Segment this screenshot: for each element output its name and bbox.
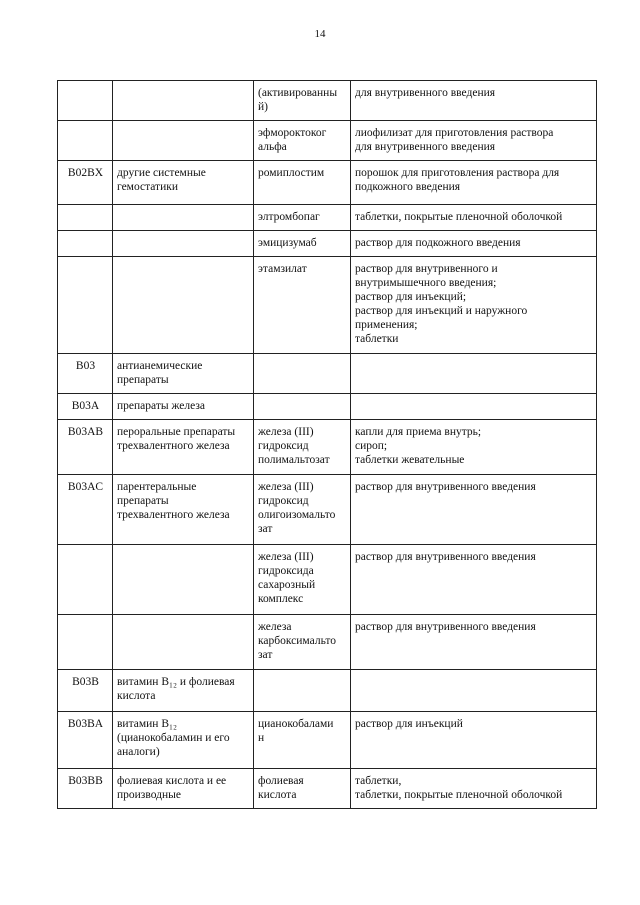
- drug-line: кислота: [258, 789, 297, 801]
- group-cell: [113, 354, 254, 394]
- drug-cell: [254, 712, 351, 769]
- drug-line: железа (III): [258, 551, 314, 563]
- group-cell: [113, 205, 254, 231]
- form-cell: [351, 615, 597, 670]
- atc-code-cell: [58, 121, 113, 161]
- atc-code-cell: [58, 394, 113, 420]
- drug-line: железа: [258, 621, 292, 633]
- table-row: [58, 81, 597, 121]
- drug-cell: [254, 475, 351, 545]
- drug-line: гидроксид: [258, 495, 309, 507]
- group-cell: [113, 420, 254, 475]
- drug-line: фолиевая: [258, 775, 304, 787]
- drug-line: комплекс: [258, 593, 304, 605]
- atc-code-cell: [58, 769, 113, 809]
- form-cell: [351, 257, 597, 354]
- form-cell: [351, 769, 597, 809]
- form-line: раствор для внутривенного введения: [355, 481, 536, 493]
- group-cell: [113, 670, 254, 712]
- form-line: применения;: [355, 319, 418, 331]
- group-line: (цианокобаламин и его: [117, 732, 230, 744]
- atc-code-cell: [58, 670, 113, 712]
- table-row: [58, 545, 597, 615]
- table-row: [58, 394, 597, 420]
- atc-code-cell: [58, 545, 113, 615]
- drug-cell: [254, 769, 351, 809]
- group-line: аналоги): [117, 746, 160, 758]
- form-line: таблетки,: [355, 775, 402, 787]
- group-line: трехвалентного железа: [117, 509, 230, 521]
- table-row: [58, 670, 597, 712]
- atc-code-cell: [58, 712, 113, 769]
- drug-cell: [254, 354, 351, 394]
- form-cell: [351, 394, 597, 420]
- atc-code-cell: [58, 354, 113, 394]
- group-cell: [113, 161, 254, 205]
- atc-code-cell: [58, 615, 113, 670]
- atc-code: B03AB: [67, 426, 104, 438]
- form-line: таблетки, покрытые пленочной оболочкой: [355, 789, 563, 801]
- atc-code-cell: [58, 81, 113, 121]
- drug-line: альфа: [258, 141, 287, 153]
- group-line: препараты: [117, 495, 169, 507]
- form-cell: [351, 231, 597, 257]
- group-line: пероральные препараты: [117, 426, 236, 438]
- form-line: раствор для внутривенного введения: [355, 551, 536, 563]
- atc-code-cell: [58, 420, 113, 475]
- form-cell: [351, 420, 597, 475]
- drug-line: гидроксид: [258, 440, 309, 452]
- form-line: лиофилизат для приготовления раствора: [355, 127, 554, 139]
- group-cell: [113, 81, 254, 121]
- drug-cell: [254, 205, 351, 231]
- form-line: капли для приема внутрь;: [355, 426, 482, 438]
- drug-line: (активированны: [258, 87, 338, 99]
- drug-line: цианокобалами: [258, 718, 334, 730]
- drug-cell: [254, 545, 351, 615]
- atc-code: B03A: [71, 400, 100, 412]
- drug-line: эфмороктоког: [258, 127, 327, 139]
- form-line: подкожного введения: [355, 181, 461, 193]
- drug-line: элтромбопаг: [258, 211, 320, 223]
- form-line: раствор для инъекций и наружного: [355, 305, 528, 317]
- form-cell: [351, 545, 597, 615]
- group-cell: [113, 545, 254, 615]
- form-line: для внутривенного введения: [355, 141, 496, 153]
- group-cell: [113, 394, 254, 420]
- form-line: раствор для подкожного введения: [355, 237, 521, 249]
- form-cell: [351, 670, 597, 712]
- group-cell: [113, 257, 254, 354]
- form-cell: [351, 205, 597, 231]
- form-line: таблетки: [355, 333, 399, 345]
- atc-code-cell: [58, 231, 113, 257]
- group-line: антианемические: [117, 360, 203, 372]
- form-cell: [351, 712, 597, 769]
- page-number: 14: [314, 28, 326, 40]
- group-cell: [113, 615, 254, 670]
- table-row: [58, 769, 597, 809]
- atc-code-cell: [58, 475, 113, 545]
- atc-code: B03BA: [67, 718, 104, 730]
- drug-line: зат: [258, 523, 273, 535]
- form-line: таблетки, покрытые пленочной оболочкой: [355, 211, 563, 223]
- table-row: [58, 161, 597, 205]
- drug-cell: [254, 121, 351, 161]
- group-line: парентеральные: [117, 481, 197, 493]
- atc-code: B03BB: [68, 775, 103, 787]
- form-line: раствор для инъекций: [355, 718, 463, 730]
- table-row: [58, 205, 597, 231]
- drug-cell: [254, 420, 351, 475]
- drug-cell: [254, 161, 351, 205]
- group-line: другие системные: [117, 167, 206, 179]
- table-row: [58, 121, 597, 161]
- form-cell: [351, 354, 597, 394]
- drug-cell: [254, 670, 351, 712]
- group-cell: [113, 769, 254, 809]
- drug-line: зат: [258, 649, 273, 661]
- group-cell: [113, 712, 254, 769]
- atc-code-cell: [58, 161, 113, 205]
- group-line: витамин B₁₂ и фолиевая: [117, 676, 235, 688]
- drug-line: сахарозный: [258, 579, 316, 591]
- drug-line: железа (III): [258, 426, 314, 438]
- drug-cell: [254, 394, 351, 420]
- drug-line: н: [258, 732, 265, 744]
- drug-cell: [254, 615, 351, 670]
- form-line: внутримышечного введения;: [355, 277, 497, 289]
- form-cell: [351, 121, 597, 161]
- drug-line: гидроксида: [258, 565, 314, 577]
- form-line: сироп;: [355, 440, 388, 452]
- group-line: кислота: [117, 690, 156, 702]
- form-line: для внутривенного введения: [355, 87, 496, 99]
- group-line: производные: [117, 789, 181, 801]
- form-cell: [351, 81, 597, 121]
- atc-code-cell: [58, 205, 113, 231]
- group-line: фолиевая кислота и ее: [117, 775, 227, 787]
- form-line: раствор для инъекций;: [355, 291, 467, 303]
- drug-table: [57, 80, 597, 809]
- drug-line: олигоизомальто: [258, 509, 336, 521]
- drug-cell: [254, 81, 351, 121]
- drug-line: ромиплостим: [258, 167, 325, 179]
- group-line: витамин B₁₂: [117, 718, 178, 730]
- table-row: [58, 354, 597, 394]
- form-line: порошок для приготовления раствора для: [355, 167, 560, 179]
- drug-line: й): [258, 101, 268, 113]
- form-line: раствор для внутривенного введения: [355, 621, 536, 633]
- group-line: трехвалентного железа: [117, 440, 230, 452]
- group-cell: [113, 475, 254, 545]
- group-line: препараты железа: [117, 400, 205, 412]
- form-cell: [351, 475, 597, 545]
- atc-code: B03AC: [67, 481, 104, 493]
- table-row: [58, 420, 597, 475]
- group-cell: [113, 121, 254, 161]
- atc-code-cell: [58, 257, 113, 354]
- drug-line: этамзилат: [258, 263, 307, 275]
- table-row: [58, 231, 597, 257]
- form-line: раствор для внутривенного и: [355, 263, 498, 275]
- table-row: [58, 615, 597, 670]
- table-row: [58, 257, 597, 354]
- group-line: препараты: [117, 374, 169, 386]
- form-line: таблетки жевательные: [355, 454, 465, 466]
- form-cell: [351, 161, 597, 205]
- drug-line: карбоксимальто: [258, 635, 337, 647]
- drug-cell: [254, 231, 351, 257]
- group-line: гемостатики: [117, 181, 178, 193]
- group-cell: [113, 231, 254, 257]
- atc-code: B03: [75, 360, 96, 372]
- drug-line: эмицизумаб: [258, 237, 317, 249]
- table-row: [58, 712, 597, 769]
- atc-code: B03B: [72, 676, 99, 688]
- table-row: [58, 475, 597, 545]
- drug-cell: [254, 257, 351, 354]
- atc-code: B02BX: [67, 167, 104, 179]
- drug-line: железа (III): [258, 481, 314, 493]
- drug-line: полимальтозат: [258, 454, 330, 466]
